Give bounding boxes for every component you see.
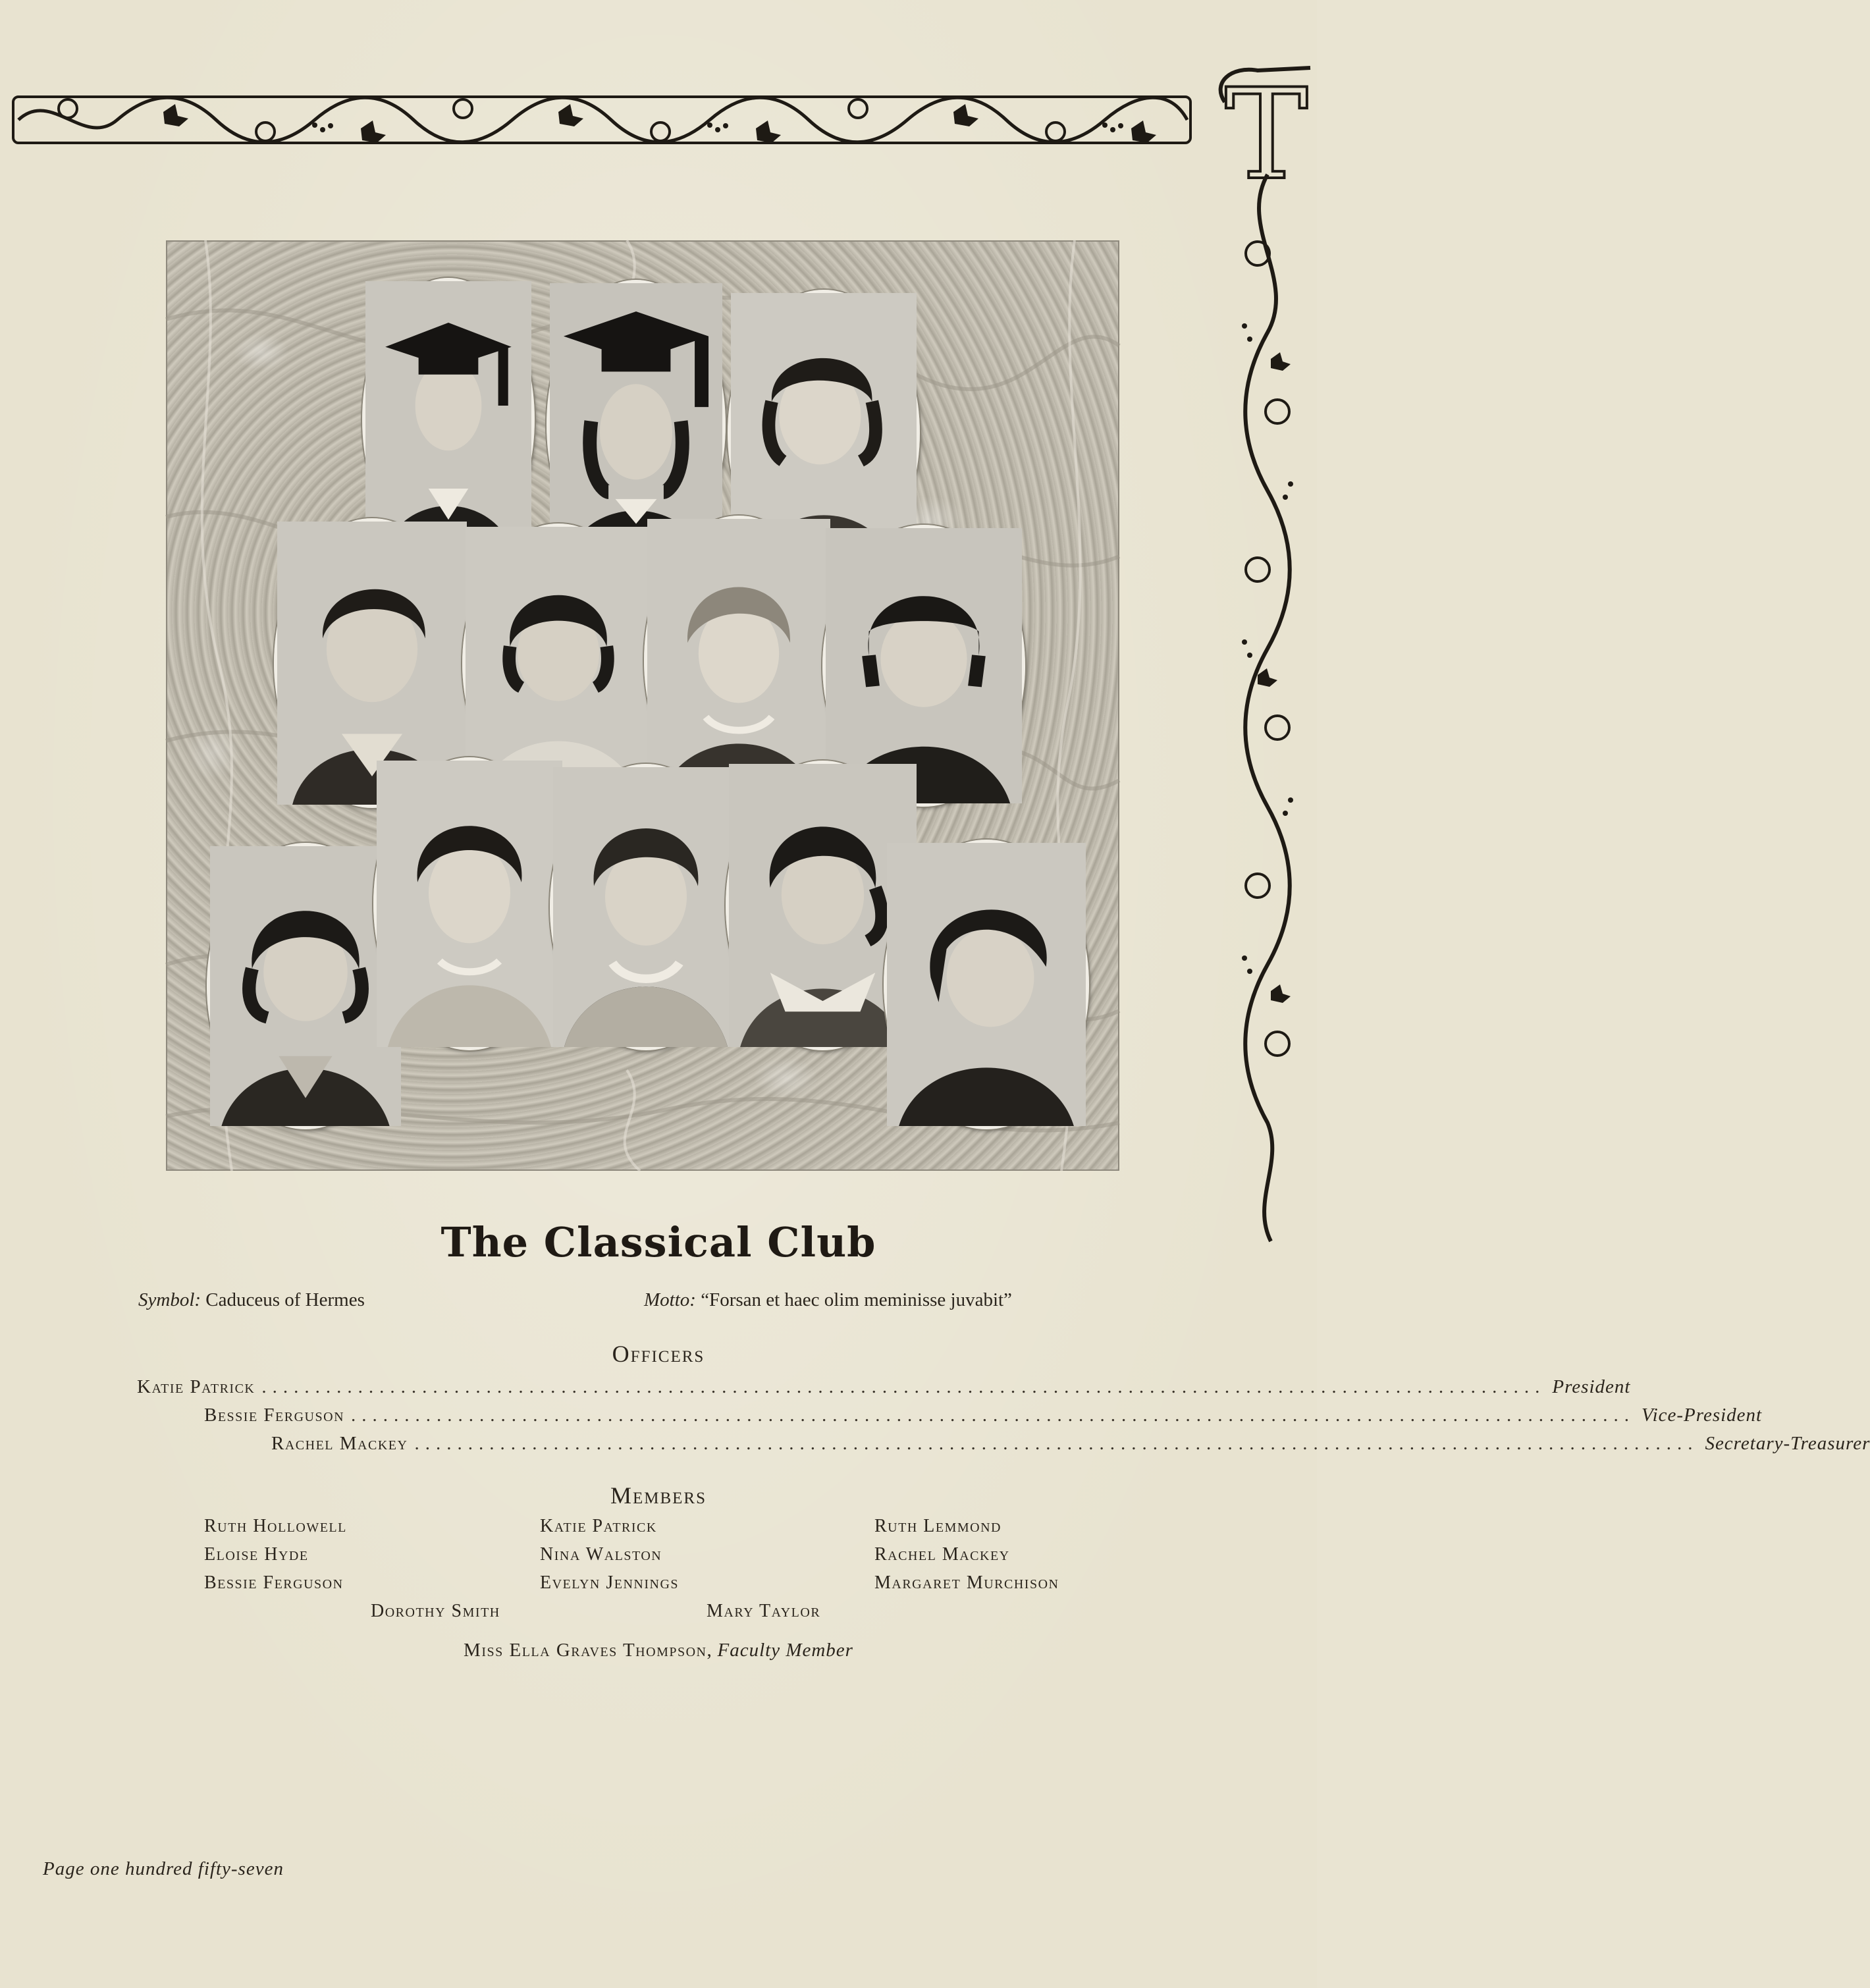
portrait-oval	[550, 764, 742, 1050]
member-name: Bessie Ferguson	[204, 1572, 344, 1593]
symbol-label: Symbol:	[138, 1289, 201, 1310]
officer-row	[204, 1405, 1763, 1431]
leader-dots: ........................................................................................................................	[261, 1376, 1546, 1397]
officer-title: Vice-President	[1642, 1405, 1763, 1426]
member-name: Mary Taylor	[707, 1601, 821, 1621]
officer-row	[271, 1433, 1870, 1459]
officer-name: Rachel Mackey	[271, 1433, 408, 1454]
member-name: Evelyn Jennings	[540, 1572, 680, 1593]
portrait-oval	[644, 516, 834, 805]
portrait-oval	[362, 278, 535, 561]
leader-dots: ........................................................................................................................	[414, 1433, 1699, 1454]
officers-heading: Officers	[612, 1341, 705, 1367]
motto-value: “Forsan et haec olim meminisse juvabit”	[701, 1289, 1012, 1310]
club-motto	[644, 1289, 1012, 1311]
ornamental-vine-border	[12, 82, 1192, 158]
portrait-oval	[373, 757, 566, 1050]
member-name: Ruth Lemmond	[874, 1516, 1002, 1536]
club-title: The Classical Club	[441, 1218, 876, 1266]
member-name: Eloise Hyde	[204, 1544, 309, 1565]
faculty-member-line	[0, 1640, 1317, 1661]
svg-text:T: T	[1225, 62, 1308, 207]
officer-name: Katie Patrick	[137, 1376, 255, 1397]
officer-name: Bessie Ferguson	[204, 1405, 345, 1426]
page-number: Page one hundred fifty-seven	[43, 1858, 284, 1879]
faculty-name: Miss Ella Graves Thompson,	[464, 1640, 713, 1661]
ornamental-side-vine	[1231, 175, 1304, 1248]
faculty-role: Faculty Member	[717, 1640, 853, 1661]
member-name: Margaret Murchison	[874, 1572, 1059, 1593]
portrait-collage	[166, 240, 1119, 1171]
motto-label: Motto:	[644, 1289, 696, 1310]
members-heading: Members	[610, 1482, 707, 1509]
symbol-value: Caduceus of Hermes	[205, 1289, 365, 1310]
member-name: Ruth Hollowell	[204, 1516, 347, 1536]
member-name: Rachel Mackey	[874, 1544, 1010, 1565]
leader-dots: ........................................................................................................................	[351, 1405, 1636, 1426]
officer-row	[137, 1376, 1631, 1403]
portrait-oval	[884, 840, 1089, 1129]
officer-title: Secretary-Treasurer	[1705, 1433, 1870, 1454]
member-name: Dorothy Smith	[371, 1601, 500, 1621]
officer-title: President	[1552, 1376, 1631, 1397]
member-name: Nina Walston	[540, 1544, 662, 1565]
club-symbol	[138, 1289, 365, 1311]
member-name: Katie Patrick	[540, 1516, 657, 1536]
decorative-initial-letter	[1205, 56, 1317, 207]
